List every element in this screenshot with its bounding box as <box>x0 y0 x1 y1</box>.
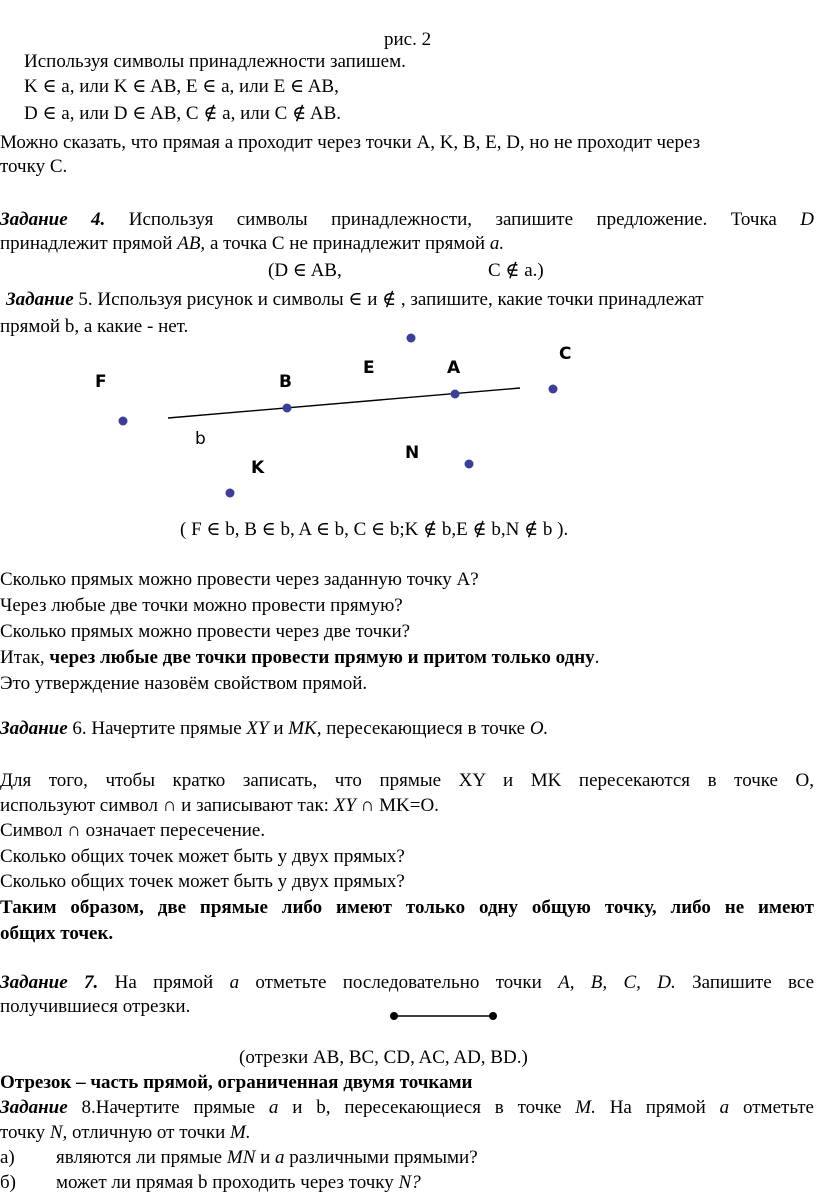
label-k: K <box>251 458 265 478</box>
question: Сколько общих точек может быть у двух прямых? <box>0 846 405 867</box>
label-line-b: b <box>195 429 206 449</box>
conclusion-line: Таким образом, две прямые либо имеют только одну общую точку, либо не имеют <box>0 897 814 918</box>
point-a <box>451 390 460 399</box>
paragraph: Используя символы принадлежности запишем. <box>24 51 406 72</box>
task8-item-b-marker: б) <box>0 1172 16 1193</box>
segment-endpoint <box>489 1012 497 1020</box>
task6-label: Задание <box>0 718 68 739</box>
task4-line1: Задание 4. Используя символы принадлежности, запишите предложение. Точка D <box>0 209 814 230</box>
label-f: F <box>95 372 107 392</box>
task8-item-a-marker: а) <box>0 1147 15 1168</box>
conclusion-line: Итак, через любые две точки провести прямую и притом только одну. <box>0 647 600 668</box>
paragraph-line: Для того, чтобы кратко записать, что прямые XY и MK пересекаются в точке O, <box>0 770 814 791</box>
label-n: N <box>405 443 420 463</box>
task7-line2: получившиеся отрезки. <box>0 996 191 1017</box>
task8-item-b: может ли прямая b проходить через точку N? <box>56 1172 421 1193</box>
membership-line-1: K ∈ a, или K ∈ AB, E ∈ a, или E ∈ AB, <box>24 76 339 97</box>
question: Сколько общих точек может быть у двух прямых? <box>0 871 405 892</box>
task5-figure <box>0 0 816 520</box>
point-b <box>283 404 292 413</box>
task6-line: Задание 6. Начертите прямые XY и MK, пересекающиеся в точке O. <box>0 718 549 739</box>
task4-answer-right: C ∉ a.) <box>488 260 544 281</box>
question: Сколько прямых можно провести через две точки? <box>0 621 411 642</box>
label-a: A <box>447 358 461 378</box>
label-c: C <box>559 344 572 364</box>
task8-line1: Задание 8.Начертите прямые a и b, пересекающиеся в точке M. На прямой a отметьте <box>0 1097 814 1118</box>
point-e <box>407 334 416 343</box>
point-n <box>465 460 474 469</box>
property-statement: Это утверждение назовём свойством прямой. <box>0 673 368 694</box>
paragraph-line: Символ ∩ означает пересечение. <box>0 820 266 841</box>
task8-line2: точку N, отличную от точки M. <box>0 1122 251 1143</box>
task7-answer: (отрезки AB, BC, CD, AC, AD, BD.) <box>239 1047 528 1068</box>
paragraph-line: используют символ ∩ и записывают так: XY ∩ MK=O. <box>0 795 439 816</box>
definition: Отрезок – часть прямой, ограниченная двумя точками <box>0 1072 473 1093</box>
question: Через любые две точки можно провести прямую? <box>0 595 403 616</box>
line-b <box>168 388 520 418</box>
conclusion-line: общих точек. <box>0 923 114 944</box>
point-f <box>119 417 128 426</box>
task4-label: Задание 4. <box>0 209 106 230</box>
task4-line2: принадлежит прямой AB, а точка С не принадлежит прямой a. <box>0 233 505 254</box>
task4-answer-left: (D ∈ AB, <box>268 260 342 281</box>
task5-label: Задание <box>6 289 74 310</box>
question: Сколько прямых можно провести через заданную точку A? <box>0 569 479 590</box>
task5-line2: прямой b, а какие - нет. <box>0 316 189 337</box>
task7-label: Задание 7. <box>0 972 99 993</box>
task7-line1: Задание 7. На прямой а отметьте последовательно точки A, B, C, D. Запишите все <box>0 972 814 993</box>
paragraph-line: точку C. <box>0 156 68 177</box>
point-k <box>226 489 235 498</box>
task8-label: Задание <box>0 1097 68 1118</box>
task5-answer: ( F ∈ b, B ∈ b, A ∈ b, C ∈ b;K ∉ b,E ∉ b,N ∉ b ). <box>180 519 569 540</box>
paragraph-line: Можно сказать, что прямая а проходит через точки A, K, B, E, D, но не проходит через <box>0 132 701 153</box>
figure-caption: рис. 2 <box>384 29 432 50</box>
task8-item-a: являются ли прямые MN и a различными прямыми? <box>56 1147 478 1168</box>
membership-line-2: D ∈ a, или D ∈ AB, C ∉ a, или C ∉ AB. <box>24 103 341 124</box>
task5-line1: Задание 5. Используя рисунок и символы ∈ и ∉ , запишите, какие точки принадлежат <box>6 289 704 310</box>
label-e: E <box>363 358 375 378</box>
point-c <box>549 385 558 394</box>
segment-endpoint <box>390 1012 398 1020</box>
label-b: B <box>279 372 292 392</box>
